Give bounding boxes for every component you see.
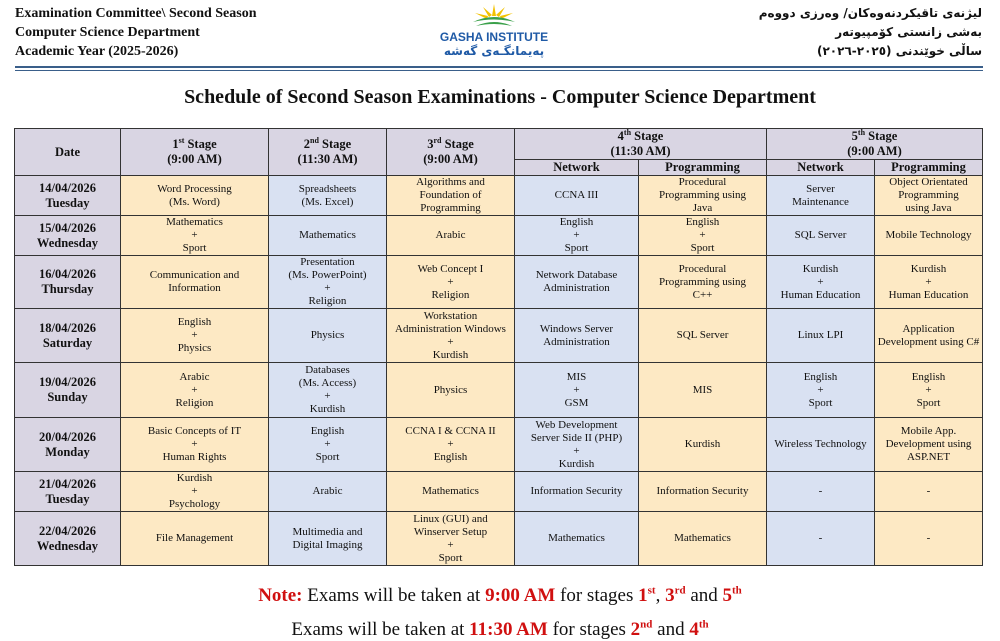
exam-cell <box>269 472 387 512</box>
exam-text: (Ms. PowerPoint) <box>288 269 367 281</box>
exam-text: - <box>818 532 823 544</box>
stage1-header: 1st Stage (9:00 AM) <box>121 129 269 176</box>
exam-text: Religion <box>431 288 470 301</box>
exam-text: SQL Server <box>794 229 847 241</box>
academic-year-line: Academic Year (2025-2026) <box>15 44 179 59</box>
exam-text: Psychology <box>168 498 221 510</box>
exam-text: Web Concept I <box>417 262 484 275</box>
exam-text: Programming <box>420 202 481 214</box>
exam-text: MIS <box>566 370 587 383</box>
header-rule <box>15 66 983 68</box>
table-row <box>15 472 983 512</box>
exam-text: Procedural <box>678 176 727 188</box>
exam-text: Linux (GUI) and <box>413 512 488 525</box>
date-text: 20/04/2026 <box>39 429 96 444</box>
exam-cell <box>387 363 515 418</box>
exam-cell <box>767 363 875 418</box>
day-text: Wednesday <box>36 235 99 250</box>
exam-text: + <box>447 438 454 450</box>
exam-cell <box>875 418 983 472</box>
committee-line-ku: لیژنەی تاقیکردنەوەکان/ وەرزی دووەم <box>758 6 982 20</box>
exam-cell <box>515 309 639 363</box>
exam-cell <box>121 256 269 309</box>
date-cell <box>15 216 121 256</box>
exam-text: Physics <box>310 329 345 341</box>
exam-text: Programming using <box>658 189 747 201</box>
exam-text: Physics <box>433 383 468 396</box>
exam-text: GSM <box>564 396 589 409</box>
exam-text: Foundation of <box>419 189 482 201</box>
sun-logo-icon <box>467 0 521 30</box>
exam-cell <box>387 472 515 512</box>
exam-text: + <box>191 229 198 241</box>
day-text: Sunday <box>47 390 88 404</box>
exam-cell <box>767 176 875 216</box>
table-row <box>15 176 983 216</box>
exam-text: Information <box>168 282 221 294</box>
note-label: Note: <box>258 585 303 606</box>
exam-cell <box>387 512 515 566</box>
exam-text: Human Rights <box>162 451 227 463</box>
exam-text: + <box>191 383 198 396</box>
exam-text: + <box>447 275 454 288</box>
exam-text: Multimedia and <box>292 525 363 538</box>
stage2-header: 2nd Stage (11:30 AM) <box>269 129 387 176</box>
header-left <box>15 4 257 61</box>
exam-cell <box>269 418 387 472</box>
exam-cell <box>387 176 515 216</box>
exam-cell <box>121 418 269 472</box>
exam-text: Physics <box>177 342 212 354</box>
exam-text: ASP.NET <box>906 451 951 463</box>
exam-text: Administration Windows <box>395 322 506 335</box>
exam-text: Procedural <box>678 262 727 275</box>
exam-cell <box>767 256 875 309</box>
date-cell <box>15 418 121 472</box>
exam-cell <box>515 418 639 472</box>
exam-text: Development using C# <box>877 335 980 348</box>
exam-text: Object Orientated <box>889 176 968 188</box>
exam-text: + <box>324 282 331 294</box>
institute-logo <box>436 0 552 60</box>
date-text: 15/04/2026 <box>39 220 96 235</box>
exam-text: English <box>310 425 345 437</box>
exam-text: Mathematics <box>299 229 356 241</box>
exam-text: - <box>818 485 823 497</box>
exam-cell <box>269 256 387 309</box>
exam-cell <box>269 512 387 566</box>
exam-text: + <box>925 383 932 396</box>
date-header: Date <box>15 129 121 176</box>
exam-cell <box>639 418 767 472</box>
date-text: 14/04/2026 <box>39 180 96 195</box>
exam-text: Winserver Setup <box>413 525 488 538</box>
exam-text: Application <box>902 322 955 335</box>
exam-text: Kurdish <box>910 262 947 275</box>
exam-text: using Java <box>905 202 952 214</box>
table-row <box>15 418 983 472</box>
exam-cell <box>515 363 639 418</box>
exam-text: Word Processing <box>157 182 232 195</box>
exam-text: Religion <box>308 295 347 307</box>
exam-text: English <box>433 451 468 463</box>
date-text: 16/04/2026 <box>39 267 96 281</box>
exam-text: Kurdish <box>176 472 213 484</box>
exam-text: Programming <box>898 189 959 201</box>
stage4-header: 4th Stage (11:30 AM) <box>515 129 767 160</box>
exam-cell <box>875 176 983 216</box>
exam-text: + <box>324 438 331 450</box>
exam-text: Algorithms and <box>416 176 485 188</box>
exam-text: (Ms. Access) <box>298 377 357 389</box>
exam-schedule-table <box>14 128 983 566</box>
exam-text: Basic Concepts of IT <box>147 425 242 437</box>
exam-cell <box>767 512 875 566</box>
exam-cell <box>767 216 875 256</box>
exam-text: English <box>911 370 946 383</box>
exam-text: + <box>573 444 580 457</box>
exam-cell <box>387 418 515 472</box>
exam-cell <box>515 216 639 256</box>
exam-text: Kurdish <box>309 403 346 415</box>
exam-text: Mathematics <box>422 485 479 497</box>
exam-text: Religion <box>175 396 214 409</box>
exam-cell <box>387 256 515 309</box>
exam-text: + <box>447 538 454 551</box>
exam-text: Sport <box>438 551 463 564</box>
exam-cell <box>515 176 639 216</box>
exam-text: + <box>573 383 580 396</box>
exam-text: + <box>699 229 706 241</box>
exam-cell <box>767 472 875 512</box>
date-text: 18/04/2026 <box>39 320 96 335</box>
exam-text: Human Education <box>888 288 969 301</box>
exam-cell <box>875 256 983 309</box>
exam-text: Kurdish <box>684 438 721 450</box>
exam-text: Kurdish <box>802 262 839 275</box>
exam-text: Human Education <box>780 288 861 301</box>
exam-text: Arabic <box>179 370 210 383</box>
table-row <box>15 216 983 256</box>
exam-text: - <box>926 532 931 544</box>
exam-text: Development using <box>885 438 972 450</box>
exam-text: + <box>817 383 824 396</box>
exam-text: Mathematics <box>166 216 223 228</box>
exam-text: Databases <box>305 364 350 376</box>
table-row <box>15 363 983 418</box>
exam-text: Network Database <box>535 269 618 281</box>
date-cell <box>15 363 121 418</box>
exam-text: Presentation <box>300 256 355 268</box>
exam-cell <box>767 309 875 363</box>
exam-text: CCNA I & CCNA II <box>405 425 496 437</box>
exam-text: English <box>685 216 720 228</box>
exam-cell <box>269 216 387 256</box>
exam-cell <box>121 216 269 256</box>
exam-cell <box>387 309 515 363</box>
exam-text: Windows Server <box>539 322 614 335</box>
exam-text: Programming using <box>658 275 747 288</box>
page-title: Schedule of Second Season Examinations - Computer Science Department <box>184 86 816 108</box>
exam-cell <box>639 256 767 309</box>
exam-text: Sport <box>564 242 589 254</box>
exam-cell <box>269 176 387 216</box>
stage4-network-header: Network <box>515 160 639 176</box>
exam-text: Spreadsheets <box>298 182 357 195</box>
exam-text: SQL Server <box>676 329 729 341</box>
exam-text: + <box>191 485 198 497</box>
exam-text: Information Security <box>530 485 623 497</box>
date-cell <box>15 176 121 216</box>
exam-text: Mathematics <box>674 532 731 544</box>
date-text: 21/04/2026 <box>39 476 96 491</box>
exam-cell <box>875 363 983 418</box>
date-text: 22/04/2026 <box>39 523 96 538</box>
stage5-programming-header: Programming <box>875 160 983 176</box>
exam-cell <box>515 472 639 512</box>
exam-text: Kurdish <box>558 457 595 470</box>
exam-text: Server <box>806 182 835 195</box>
exam-text: Linux LPI <box>797 329 844 341</box>
exam-text: + <box>191 438 198 450</box>
exam-text: Sport <box>315 451 340 463</box>
department-line-ku: بەشی زانستی کۆمپیوتەر <box>835 25 982 39</box>
header-rule-thin <box>15 70 983 71</box>
exam-cell <box>121 363 269 418</box>
exam-text: + <box>447 335 454 348</box>
day-text: Wednesday <box>36 538 99 553</box>
exam-text: Wireless Technology <box>774 438 867 450</box>
date-cell <box>15 256 121 309</box>
exam-cell <box>639 363 767 418</box>
table-row <box>15 256 983 309</box>
day-text: Tuesday <box>45 195 90 210</box>
stage4-programming-header: Programming <box>639 160 767 176</box>
exam-text: Mobile Technology <box>885 229 972 241</box>
exam-text: Mobile App. <box>900 425 957 437</box>
exam-text: C++ <box>692 288 713 301</box>
exam-text: Arabic <box>312 485 343 497</box>
exam-text: MIS <box>692 383 713 396</box>
exam-cell <box>269 309 387 363</box>
exam-text: Mathematics <box>548 532 605 544</box>
exam-cell <box>121 512 269 566</box>
day-text: Monday <box>45 444 90 459</box>
exam-text: (Ms. Word) <box>169 195 220 208</box>
exam-cell <box>639 512 767 566</box>
note-line-2: Exams will be taken at 11:30 AM for stages 2nd and 4th <box>291 618 709 640</box>
date-cell <box>15 472 121 512</box>
logo-kurdish-text: پەیمانگـەی گەشە <box>443 44 545 58</box>
exam-cell <box>875 512 983 566</box>
exam-cell <box>875 309 983 363</box>
exam-text: Kurdish <box>432 348 469 361</box>
day-text: Saturday <box>42 335 93 350</box>
exam-text: Sport <box>182 242 207 254</box>
date-text: 19/04/2026 <box>39 375 96 389</box>
department-line: Computer Science Department <box>15 25 200 40</box>
committee-line: Examination Committee\ Second Season <box>15 6 257 21</box>
exam-text: Administration <box>543 335 610 348</box>
exam-text: + <box>573 229 580 241</box>
exam-text: + <box>324 390 331 402</box>
date-cell <box>15 512 121 566</box>
exam-cell <box>515 512 639 566</box>
academic-year-line-ku: ساڵی خوێندنی (٢٠٢٥-٢٠٢٦) <box>816 44 982 58</box>
exam-text: English <box>559 216 594 228</box>
exam-cell <box>387 216 515 256</box>
exam-cell <box>639 309 767 363</box>
day-text: Thursday <box>41 282 94 296</box>
table-row <box>15 512 983 566</box>
exam-text: + <box>925 275 932 288</box>
exam-text: Sport <box>690 242 715 254</box>
stage3-header: 3rd Stage (9:00 AM) <box>387 129 515 176</box>
exam-text: File Management <box>155 532 234 544</box>
exam-cell <box>121 472 269 512</box>
exam-text: CCNA III <box>554 189 599 201</box>
stage5-header: 5th Stage (9:00 AM) <box>767 129 983 160</box>
exam-text: Workstation <box>423 309 478 322</box>
logo-english-text: GASHA INSTITUTE <box>439 30 549 44</box>
exam-text: Sport <box>808 396 833 409</box>
header-right <box>759 4 982 61</box>
exam-text: + <box>817 275 824 288</box>
stage5-network-header: Network <box>767 160 875 176</box>
table-row <box>15 309 983 363</box>
exam-text: + <box>191 329 198 341</box>
exam-text: (Ms. Excel) <box>301 195 354 208</box>
exam-text: Communication and <box>149 269 240 281</box>
exam-text: Administration <box>543 282 610 294</box>
exam-cell <box>767 418 875 472</box>
exam-cell <box>875 472 983 512</box>
exam-text: English <box>803 370 838 383</box>
exam-cell <box>121 309 269 363</box>
exam-text: Maintenance <box>792 195 849 208</box>
exam-text: Sport <box>916 396 941 409</box>
exam-text: Arabic <box>435 229 466 241</box>
exam-text: Web Development <box>535 418 618 431</box>
exam-cell <box>121 176 269 216</box>
exam-text: Server Side II (PHP) <box>530 431 623 444</box>
exam-text: Java <box>692 202 713 214</box>
exam-text: - <box>926 485 931 497</box>
exam-cell <box>639 176 767 216</box>
date-cell <box>15 309 121 363</box>
day-text: Tuesday <box>45 491 90 506</box>
exam-cell <box>875 216 983 256</box>
exam-text: English <box>177 316 212 328</box>
exam-text: Digital Imaging <box>292 538 363 551</box>
exam-cell <box>269 363 387 418</box>
exam-cell <box>639 216 767 256</box>
exam-text: Information Security <box>656 485 749 497</box>
exam-cell <box>639 472 767 512</box>
note-line-1: Note: Exams will be taken at 9:00 AM for stages 1st, 3rd and 5th <box>258 584 742 606</box>
exam-cell <box>515 256 639 309</box>
